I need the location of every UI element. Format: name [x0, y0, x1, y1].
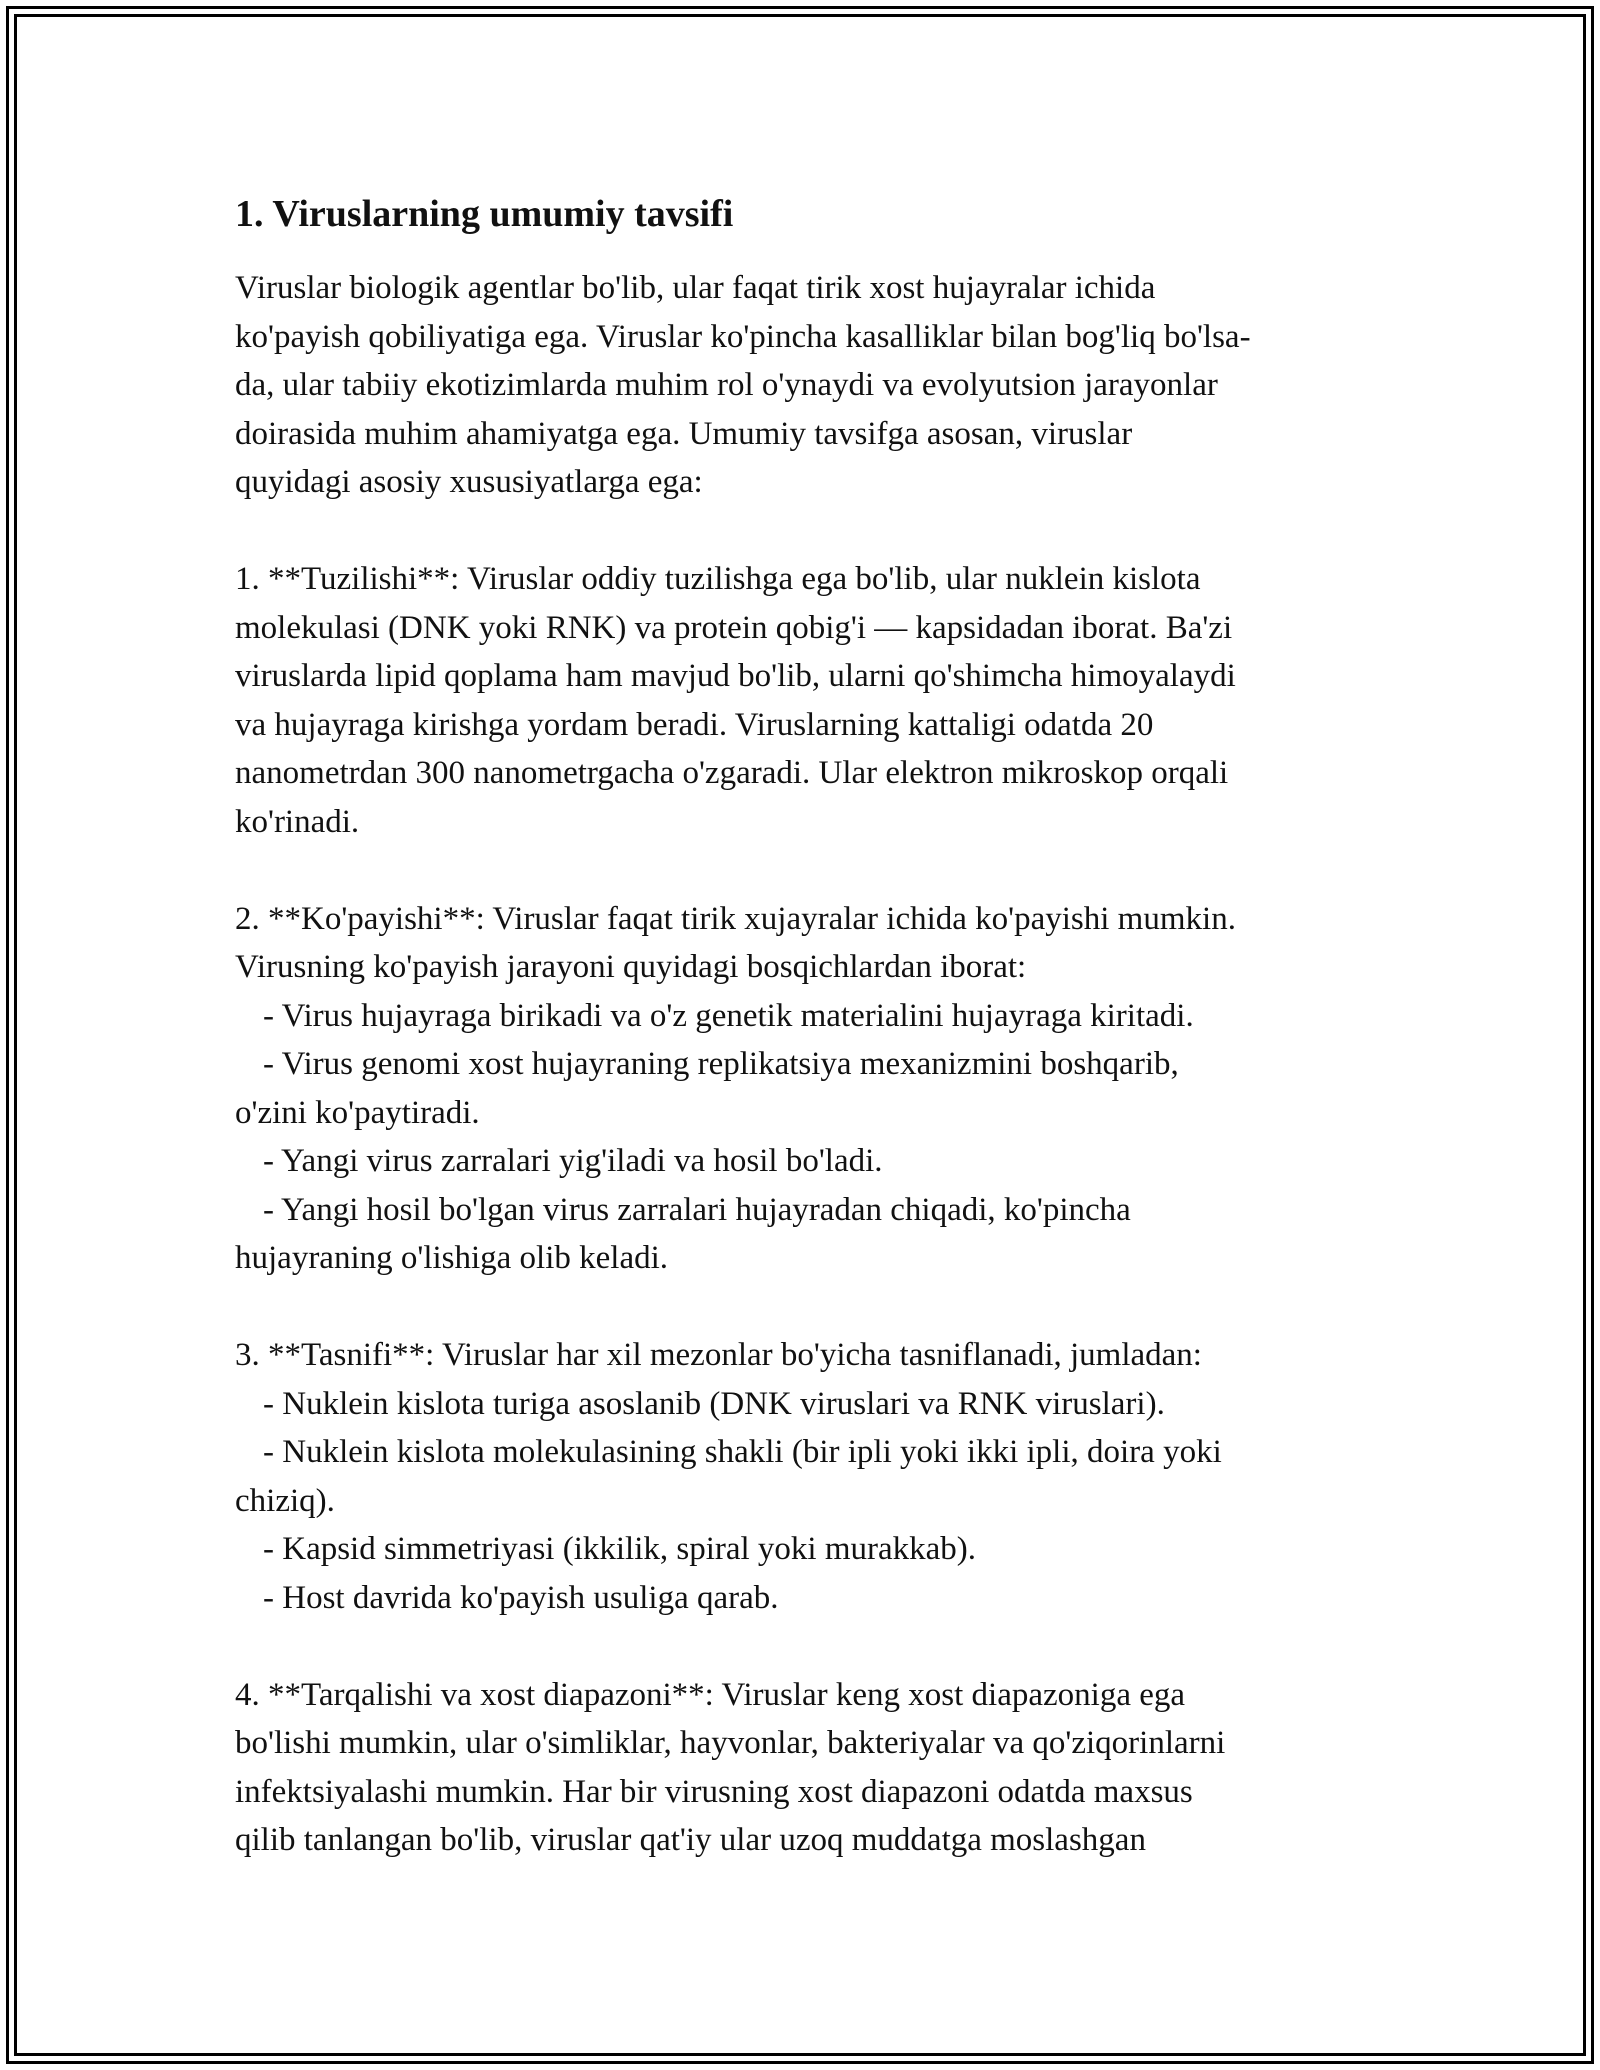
bullet-item: - Nuklein kislota molekulasining shakli (bir ipli yoki ikki ipli, doira yoki — [263, 1434, 1222, 1470]
text-line: bo'lishi mumkin, ular o'simliklar, hayvonlar, bakteriyalar va qo'ziqorinlarni — [235, 1725, 1226, 1761]
text-line: viruslarda lipid qoplama ham mavjud bo'lib, ularni qo'shimcha himoyalaydi — [235, 658, 1236, 694]
classification-paragraph — [235, 1331, 1375, 1622]
text-line: Virusning ko'payish jarayoni quyidagi bosqichlardan iborat: — [235, 949, 1027, 985]
text-line: infektsiyalashi mumkin. Har bir virusning xost diapazoni odatda maxsus — [235, 1773, 1193, 1810]
structure-paragraph — [235, 555, 1375, 846]
bullet-item: - Nuklein kislota turiga asoslanib (DNK viruslari va RNK viruslari). — [263, 1385, 1165, 1422]
text-line: ko'payish qobiliyatiga ega. Viruslar ko'pincha kasalliklar bilan bog'liq bo'lsa- — [235, 318, 1251, 355]
bullet-item: - Virus hujayraga birikadi va o'z genetik materialini hujayraga kiritadi. — [263, 997, 1194, 1034]
text-line: 4. **Tarqalishi va xost diapazoni**: Viruslar keng xost diapazoniga ega — [235, 1676, 1186, 1713]
bullet-item: - Kapsid simmetriyasi (ikkilik, spiral yoki murakkab). — [263, 1531, 977, 1567]
text-line: chiziq). — [235, 1482, 335, 1519]
text-line: nanometrdan 300 nanometrgacha o'zgaradi. Ular elektron mikroskop orqali — [235, 755, 1229, 791]
reproduction-paragraph — [235, 895, 1375, 1283]
bullet-item: - Virus genomi xost hujayraning replikatsiya mexanizmini boshqarib, — [263, 1046, 1179, 1082]
text-line: va hujayraga kirishga yordam beradi. Viruslarning kattaligi odatda 20 — [235, 706, 1154, 743]
text-line: da, ular tabiiy ekotizimlarda muhim rol o'ynaydi va evolyutsion jarayonlar — [235, 367, 1218, 403]
intro-paragraph — [235, 264, 1375, 507]
bullet-item: - Host davrida ko'payish usuliga qarab. — [263, 1579, 779, 1616]
text-line: quyidagi asosiy xususiyatlarga ega: — [235, 464, 703, 500]
bullet-item: - Yangi virus zarralari yig'iladi va hosil bo'ladi. — [263, 1143, 883, 1179]
text-line: qilib tanlangan bo'lib, viruslar qat'iy ular uzoq muddatga moslashgan — [235, 1822, 1146, 1858]
bullet-item: - Yangi hosil bo'lgan virus zarralari hujayradan chiqadi, ko'pincha — [263, 1191, 1131, 1228]
text-line: o'zini ko'paytiradi. — [235, 1094, 480, 1131]
text-line: ko'rinadi. — [235, 803, 360, 840]
text-line: Viruslar biologik agentlar bo'lib, ular faqat tirik xost hujayralar ichida — [235, 270, 1156, 306]
text-line: molekulasi (DNK yoki RNK) va protein qobig'i — kapsidadan iborat. Ba'zi — [235, 609, 1233, 646]
text-line: 3. **Tasnifi**: Viruslar har xil mezonlar bo'yicha tasniflanadi, jumladan: — [235, 1337, 1202, 1373]
text-line: hujayraning o'lishiga olib keladi. — [235, 1240, 669, 1276]
document-body — [235, 190, 1375, 1913]
text-line: 1. **Tuzilishi**: Viruslar oddiy tuzilishga ega bo'lib, ular nuklein kislota — [235, 561, 1201, 597]
text-line: 2. **Ko'payishi**: Viruslar faqat tirik xujayralar ichida ko'payishi mumkin. — [235, 900, 1236, 937]
text-line: doirasida muhim ahamiyatga ega. Umumiy tavsifga asosan, viruslar — [235, 415, 1133, 452]
distribution-paragraph — [235, 1671, 1375, 1865]
section-heading: 1. Viruslarning umumiy tavsifi — [235, 193, 734, 235]
